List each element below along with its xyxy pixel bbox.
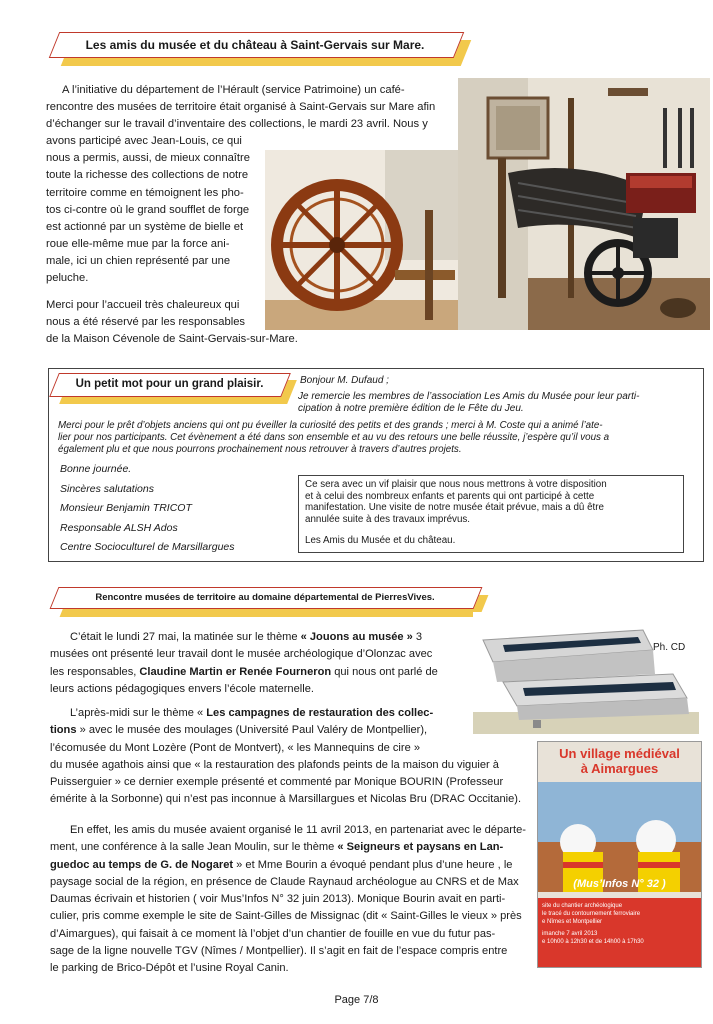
section3-para1: C’était le lundi 27 mai, la matinée sur le thème « Jouons au musée » 3 musées ont présenté leur travail dont le musée archéologique d’Olonzac avec les responsables, Claudine Martin er Renée Fourneron qui nous ont parlé de leurs actions pédagogiques envers l’école maternelle. [50,631,438,695]
section1-body: A l’initiative du département de l’Hérault (service Patrimoine) un café- rencontre des musées de territoire était organisé à Saint-Gervais sur Mare afin d’échanger sur le travail d’inventaire des collections, le mardi 23 avril. Nous y avons participé avec Jean-Louis, ce qui nous a permis, aussi, de mieux connaître toute la richesse des collections de notre territoire comme en témoignent les pho- tos ci-contre où le grand soufflet de forge est actionné par un système de bielle et roue elle-même mue par la force ani- male, ici un chien représenté par une peluche. Merci pour l’accueil très chaleureux qui nous a été réservé par les responsables de la Maison Cévenole de Saint-Gervais-sur-Mare. [46,84,436,346]
letter-body-1: Merci pour le prêt d’objets anciens qui ont pu éveiller la curiosité des petits et des grands ; merci à M. Coste qui a animé l’ate- [58,420,603,431]
section1-title: Les amis du musée et du château à Saint-Gervais sur Mare. [85,38,425,52]
letter-signature: Bonne journée. Sincères salutations Monsieur Benjamin TRICOT Responsable ALSH Ados Centre Socioculturel de Marsillargues [60,463,235,553]
poster-footer: site du chantier archéologique le tracé du contournement ferroviaire e Nîmes et Montpellier imanche 7 avril 2013 e 10h00 à 12h30 et de 14h00 à 17h30 [538,898,702,968]
section3-title: Rencontre musées de territoire au domaine départemental de PierresVives. [95,592,435,603]
section3-banner [40,582,490,618]
poster-title: Un village médiéval à Aimargues [559,746,680,776]
letter-intro-1: Je remercie les membres de l’association Les Amis du Musée pour leur parti- [298,391,640,402]
poster-caption: (Mus’Infos N° 32 ) [573,878,666,890]
section3-para2: L’après-midi sur le thème « Les campagnes de restauration des collec- tions » avec le musée des moulages (Université Paul Valéry de Montpellier), l’écomusée du Mont Lozère (Pont de Montvert), « les Mannequins de cire » du musée agathois ainsi que « la restauration des plafonds peints de la maison du viguier à Puisserguier » ce dernier exemple présenté et commenté par Monique BOURIN (Professeur émérite à la Sorbonne) qui n’est pas inconnue à Marsillargues et Nicolas Bru (DRAC Occitanie). [50,707,522,806]
letter-greeting: Bonjour M. Dufaud ; [300,375,389,386]
section3-para3: En effet, les amis du musée avaient organisé le 11 avril 2013, en partenariat avec le départe- ment, une conférence à la salle Jean Moulin, sur le thème « Seigneurs et paysans en Lan- guedoc au temps de G. de Nogaret » et Mme Bourin a évoqué pendant plus d’une heure , le paysage social de la région, en présence de Claude Raynaud archéologue au CNRS et de Max Daumas écrivain et historien ( voir Mus’Infos N° 32 juin 2013). Monique Bourin avait en parti- culier, pris comme exemple le site de Saint-Gilles de Missignac (dit « Saint-Gilles le vieux » près d’Aimargues), qui faisait à ce moment là l’objet d’un chantier de fouille en vue du futur pas- sage de la ligne nouvelle TGV (Nîmes / Montpellier). Il s’agit en fait de l’espace compris entre le parking de Brico-Dépôt et l’usine Royal Canin. [50,824,526,975]
musinfos-poster [537,741,702,968]
letter-body-2: lier pour nos participants. Cet évènement a été dans son ensemble et au vu des retours une belle réussite, j’espère qu’il vous a [58,432,610,443]
photo-credit: Ph. CD [653,642,686,653]
section1-banner [40,26,470,66]
poster-illustration [538,782,702,892]
reply-box: Ce sera avec un vif plaisir que nous nous mettrons à votre disposition et à celui des nombreux enfants et parents qui ont participé à cette manifestation. Une visite de notre musée était prévue, mais a dû être annulée suite à des travaux imprévus. Les Amis du Musée et du château. [298,475,684,553]
page-number: Page 7/8 [334,994,379,1006]
letter-body-3: également plu et que nous pourrons prochainement nous retrouver à travers d’autres projets. [58,444,462,455]
forge-workshop-photo [458,78,710,330]
forge-wheel-photo [265,150,458,330]
letter-intro-2: cipation à notre première édition de le Fête du Jeu. [298,403,524,414]
section2-title: Un petit mot pour un grand plaisir. [75,378,264,390]
